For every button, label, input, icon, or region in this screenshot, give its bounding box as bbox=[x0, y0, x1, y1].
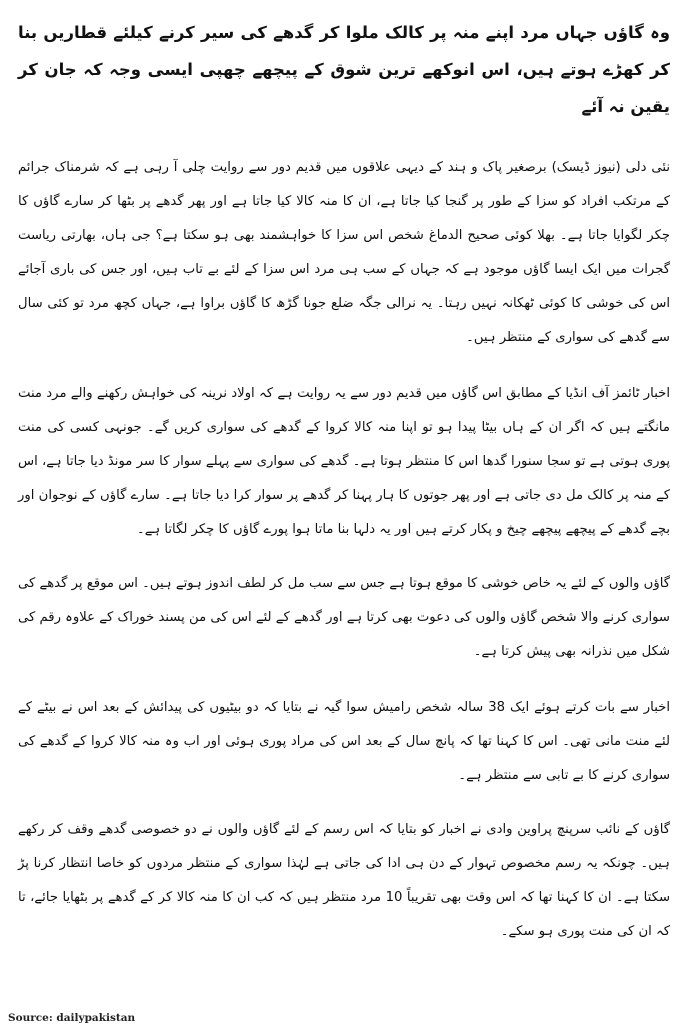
article-paragraph: اخبار ٹائمز آف انڈیا کے مطابق اس گاؤں میں قدیم دور سے یہ روایت ہے کہ اولاد نرینہ کی خواہش رکھنے والے مرد منت مانگتے ہیں کہ اگر ان کے ہاں بیٹا پیدا ہو تو اپنا منہ کالا کروا کے گدھے کی سواری کریں گے۔ جونہی کسی کی منت پوری ہوتی ہے تو سجا سنورا گدھا اس کا منتظر ہوتا ہے۔ گدھے کی سواری سے پہلے سوار کا سر مونڈ دیا جاتا ہے، اس کے منہ پر کالک مل دی جاتی ہے اور پھر جوتوں کا ہار پہنا کر گدھے پر سوار کرا دیا جاتا ہے۔ سارے گاؤں کے نوجوان اور بچے گدھے کے پیچھے پیچھے چیخ و پکار کرتے ہیں اور یہ دلہا بنا ماتا ہوا پورے گاؤں کا چکر لگاتا ہے۔ bbox=[18, 386, 670, 537]
article-headline: وہ گاؤں جہاں مرد اپنے منہ پر کالک ملوا کر گدھے کی سیر کرنے کیلئے قطاریں بنا کر کھڑے ہوتے ہیں، اس انوکھے ترین شوق کے پیچھے چھپی ایسی وجہ کہ جان کر یقین نہ آئے bbox=[18, 23, 670, 116]
article-paragraph: نئی دلی (نیوز ڈیسک) برصغیر پاک و ہند کے دیہی علاقوں میں قدیم دور سے روایت چلی آ رہی ہے کہ شرمناک جرائم کے مرتکب افراد کو سزا کے طور پر گنجا کیا جاتا ہے، ان کا منہ کالا کیا جاتا ہے اور پھر گدھے پر بٹھا کر سارے گاؤں کا چکر لگوایا جاتا ہے۔ بھلا کوئی صحیح الدماغ شخص اس سزا کا خواہشمند بھی ہو سکتا ہے؟ جی ہاں، بھارتی ریاست گجرات میں ایک ایسا گاؤں موجود ہے کہ جہاں کے سب ہی مرد اس سزا کے لئے بے تاب ہیں، اور جس کی باری آجائے اس کی خوشی کا کوئی ٹھکانہ نہیں رہتا۔ یہ نرالی جگہ ضلع جونا گڑھ کا گاؤں براوا ہے، جہاں کچھ مرد تو کئی سال سے گدھے کی سواری کے منتظر ہیں۔ bbox=[18, 160, 670, 345]
article-paragraph: گاؤں والوں کے لئے یہ خاص خوشی کا موقع ہوتا ہے جس سے سب مل کر لطف اندوز ہوتے ہیں۔ اس موقع پر گدھے کی سواری کرنے والا شخص گاؤں والوں کی دعوت بھی کرتا ہے اور گدھے کے لئے اس کی من پسند خوراک کے علاوہ رقم کی شکل میں نذرانہ بھی پیش کرتا ہے۔ bbox=[18, 576, 670, 659]
article-page bbox=[14, 0, 674, 1034]
article-paragraph: اخبار سے بات کرتے ہوئے ایک 38 سالہ شخص رامیش سوا گیہ نے بتایا کہ دو بیٹیوں کی پیدائش کے بعد اس نے بیٹے کے لئے منت مانی تھی۔ اس کا کہنا تھا کہ پانچ سال کے بعد اس کی مراد پوری ہوئی اور اب وہ منہ کالا کروا کے گدھے کی سواری کرنے کا بے تابی سے منتظر ہے۔ bbox=[18, 700, 670, 783]
source-credit: Source: dailypakistan bbox=[8, 1012, 136, 1024]
article-paragraph: گاؤں کے نائب سرپنچ پراوین وادی نے اخبار کو بتایا کہ اس رسم کے لئے گاؤں والوں نے دو خصوصی گدھے وقف کر رکھے ہیں۔ چونکہ یہ رسم مخصوص تہوار کے دن ہی ادا کی جاتی ہے لہٰذا سواری کے منتظر مردوں کو خاصا انتظار کرنا پڑ سکتا ہے۔ ان کا کہنا تھا کہ اس وقت بھی تقریباً 10 مرد منتظر ہیں کہ کب ان کا منہ کالا کر کے گدھے پر بٹھایا جائے، تا کہ ان کی منت پوری ہو سکے۔ bbox=[18, 822, 670, 939]
